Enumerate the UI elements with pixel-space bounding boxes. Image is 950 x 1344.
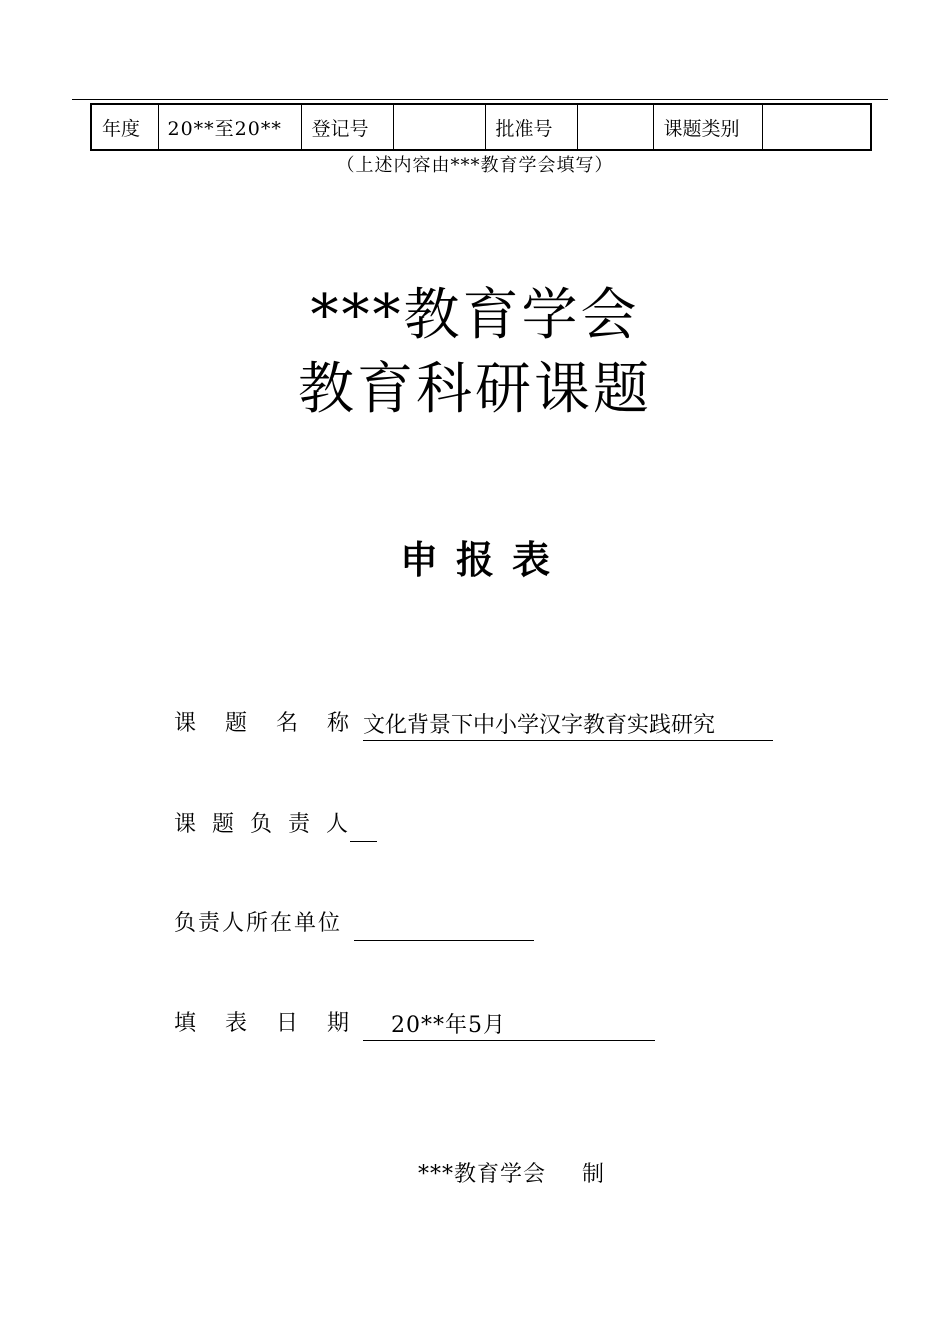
topic-category-field[interactable]: [762, 104, 871, 150]
leader-unit-label: 负责人所在单位: [174, 911, 343, 936]
approval-number-label: 批准号: [485, 104, 577, 150]
topic-leader-row: [174, 808, 377, 842]
topic-category-label: 课题类别: [653, 104, 762, 150]
issuer-org: ***教育学会: [418, 1162, 547, 1187]
leader-unit-row: [174, 907, 534, 941]
topic-name-row: [174, 707, 773, 741]
topic-leader-field[interactable]: [350, 812, 377, 842]
registration-number-field[interactable]: [393, 104, 485, 150]
issuer-footer: [418, 1157, 605, 1188]
topic-leader-label: 课题负责人: [174, 812, 365, 837]
issuer-suffix: 制: [582, 1162, 606, 1187]
leader-unit-field[interactable]: [354, 911, 534, 941]
year-label: 年度: [91, 104, 158, 150]
year-value[interactable]: 20**至20**: [158, 104, 301, 150]
approval-number-field[interactable]: [577, 104, 653, 150]
fill-date-row: [174, 1007, 655, 1041]
document-title-line2: 教育科研课题: [298, 357, 652, 422]
registration-row: [91, 104, 871, 150]
document-subtitle: 申报表: [399, 537, 568, 582]
fill-note: （上述内容由***教育学会填写）: [336, 155, 614, 176]
registration-table: [90, 103, 872, 151]
header-rule: [72, 99, 888, 100]
registration-number-label: 登记号: [301, 104, 393, 150]
fill-date-label: 填表日期: [174, 1011, 379, 1036]
fill-date-field[interactable]: 20**年5月: [363, 1011, 655, 1041]
topic-name-label: 课题名称: [174, 711, 379, 736]
document-title-line1: ***教育学会: [310, 283, 640, 348]
topic-name-field[interactable]: 文化背景下中小学汉字教育实践研究: [363, 711, 773, 741]
